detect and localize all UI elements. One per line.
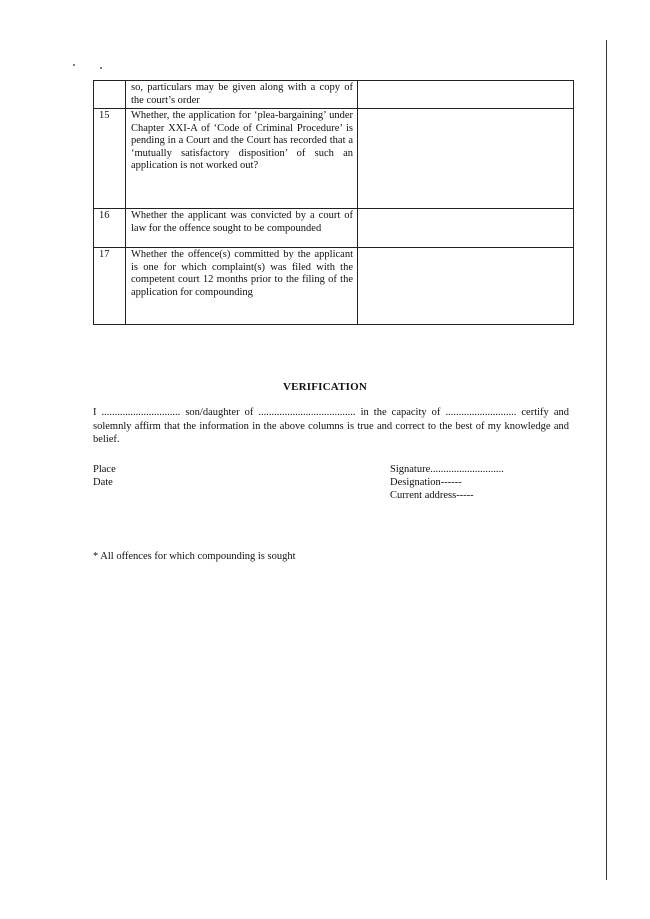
row-question: so, particulars may be given along with a copy of the court’s order (126, 81, 358, 109)
table-row (94, 209, 574, 248)
row-answer-cell[interactable] (358, 248, 574, 325)
row-number: 17 (94, 248, 126, 325)
place-date-block (93, 463, 116, 489)
table-row (94, 248, 574, 325)
scan-speck (73, 64, 75, 66)
row-answer-cell[interactable] (358, 81, 574, 109)
verification-title: VERIFICATION (282, 381, 368, 393)
current-address-label: Current address----- (390, 490, 474, 501)
particulars-table (93, 80, 574, 325)
signature-block (390, 463, 504, 502)
scan-speck (100, 67, 102, 69)
row-question: Whether the offence(s) committed by the applicant is one for which complaint(s) was filed with the competent court 12 months prior to the filing of the application for compounding (126, 248, 358, 325)
table-row (94, 81, 574, 109)
date-label: Date (93, 477, 113, 488)
place-label: Place (93, 464, 116, 475)
row-number: 15 (94, 109, 126, 209)
signature-label: Signature............................ (390, 464, 504, 475)
row-number: 16 (94, 209, 126, 248)
row-answer-cell[interactable] (358, 209, 574, 248)
page-edge-line (606, 40, 607, 880)
designation-label: Designation------ (390, 477, 462, 488)
footnote: * All offences for which compounding is sought (93, 551, 296, 562)
row-number (94, 81, 126, 109)
row-question: Whether, the application for ‘plea-bargaining’ under Chapter XXI-A of ‘Code of Criminal Procedure’ is pending in a Court and the Court has recorded that a ‘mutually satisfactory disposition’ of such an application is not worked out? (126, 109, 358, 209)
row-answer-cell[interactable] (358, 109, 574, 209)
table-row (94, 109, 574, 209)
row-question: Whether the applicant was convicted by a court of law for the offence sought to be compounded (126, 209, 358, 248)
verification-statement: I .............................. son/daughter of ..................................... in the capacity of ........................... certify and solemnly affirm that the information in the above columns is true and correct to the best of my knowledge and belief. (93, 407, 569, 445)
